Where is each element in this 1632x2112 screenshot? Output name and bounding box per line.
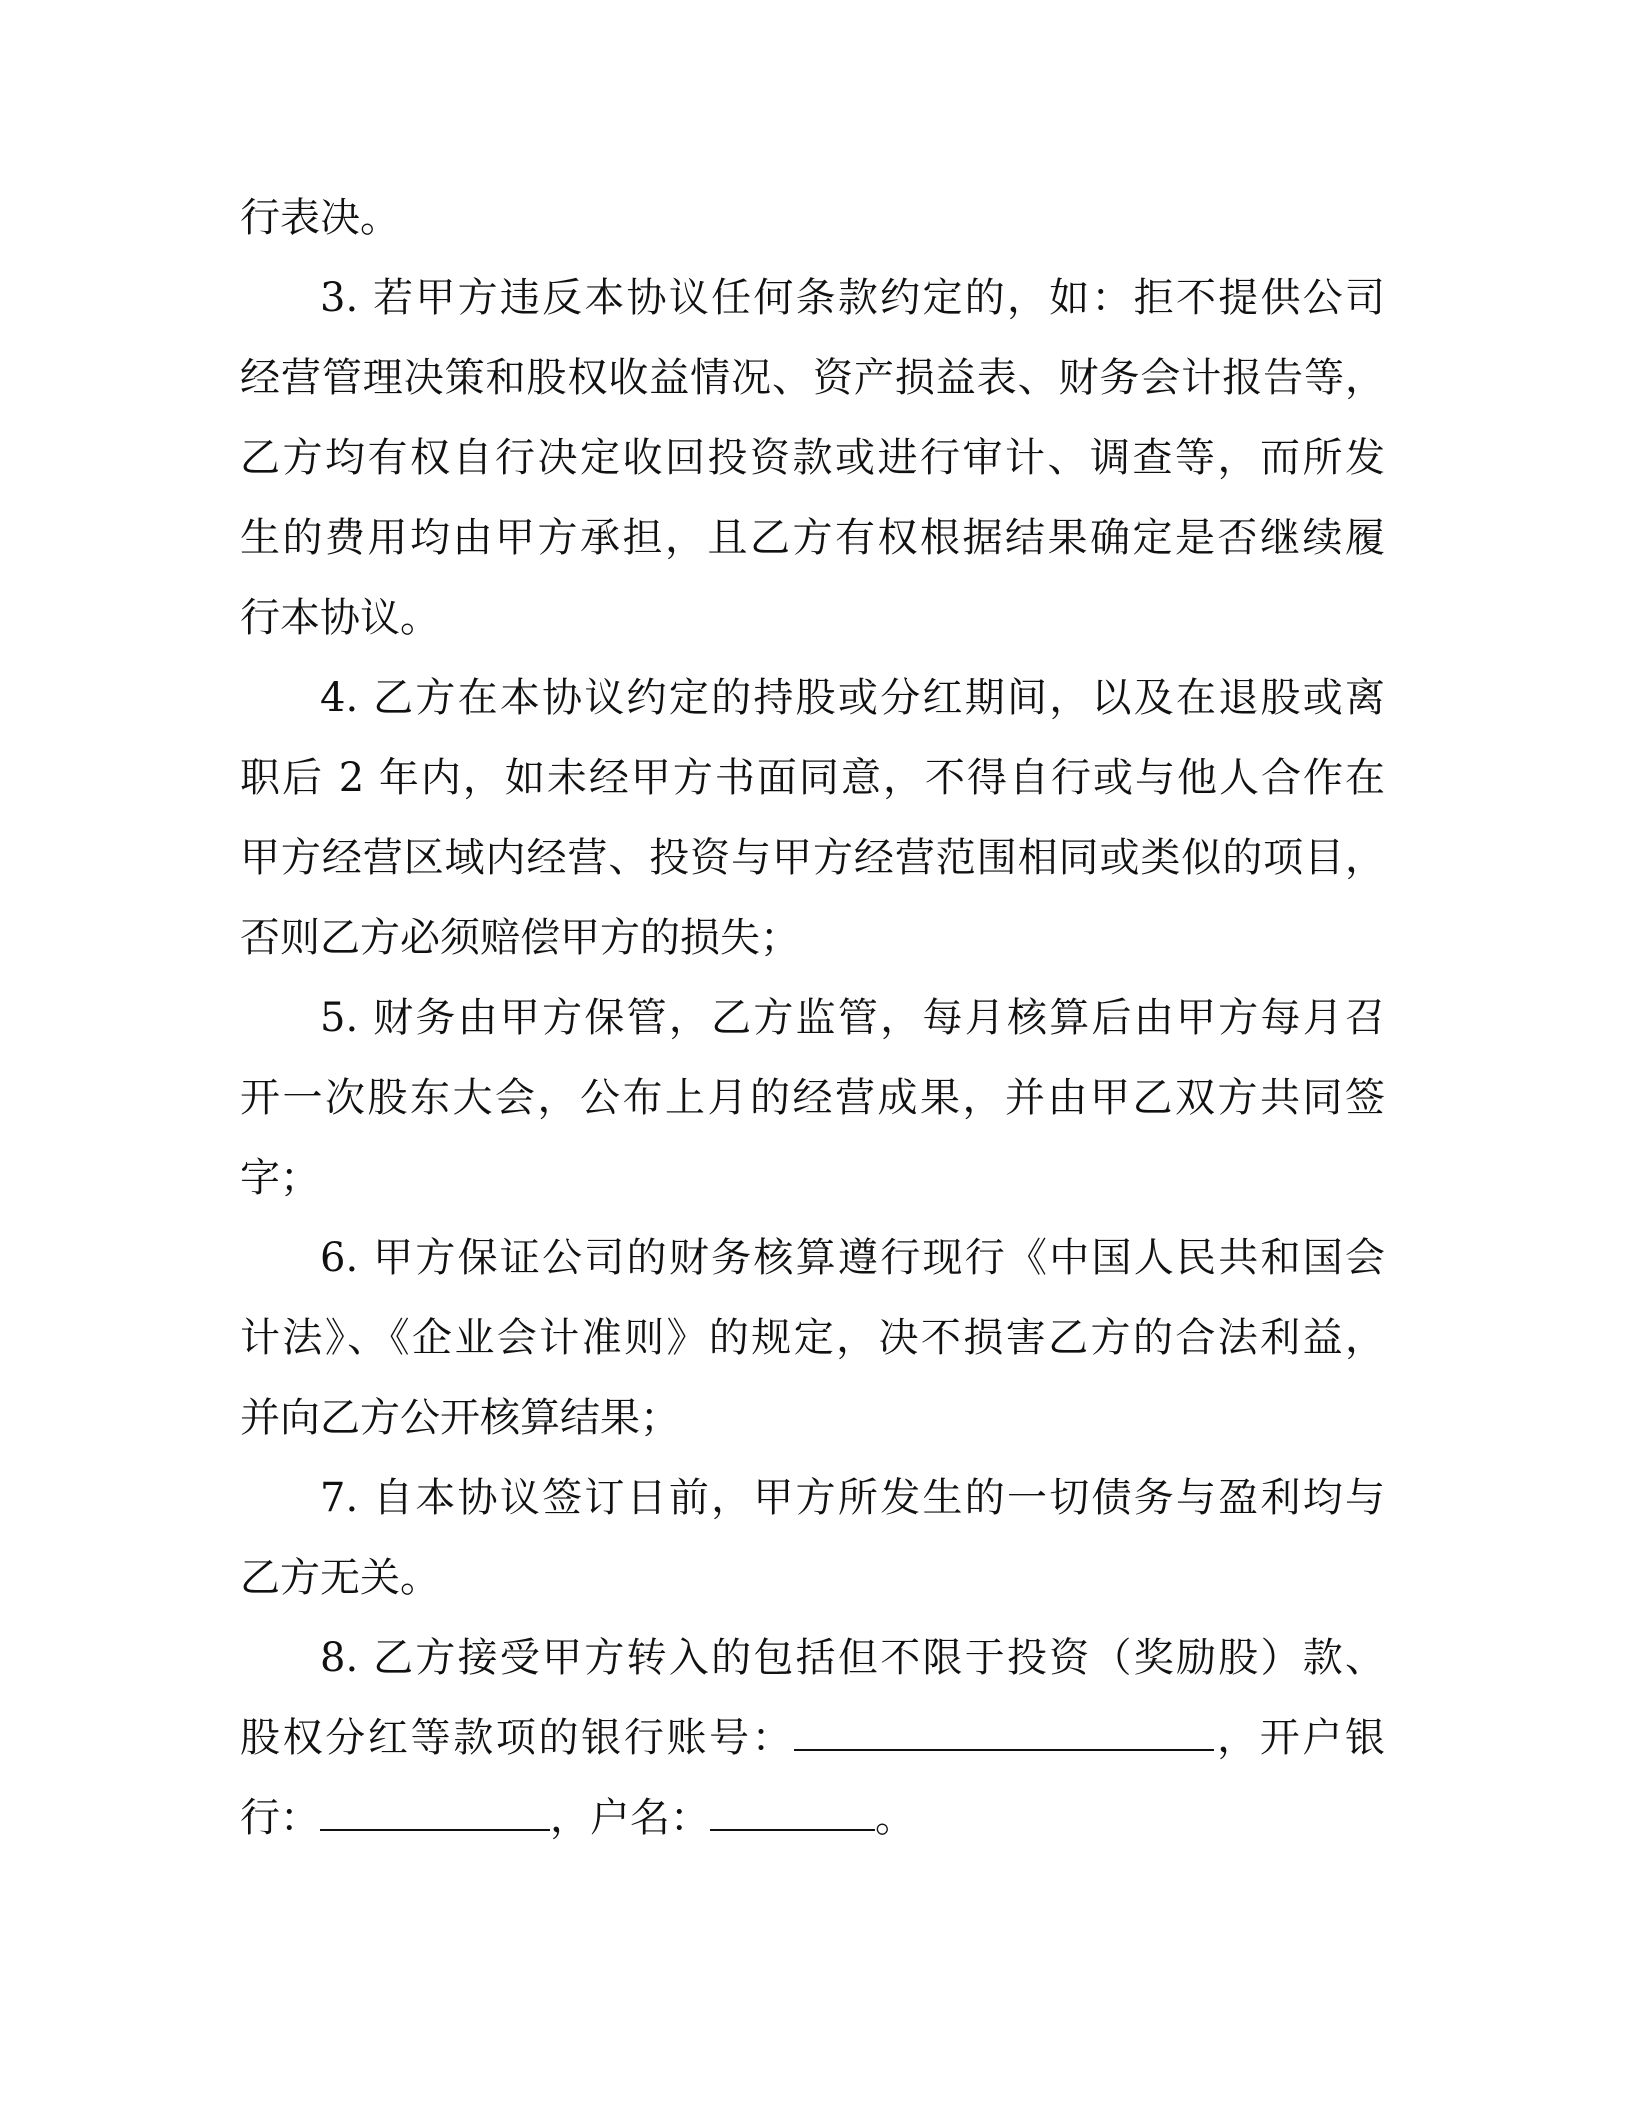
clause-3-line: 乙方均有权自行决定收回投资款或进行审计、调查等，而所发 [240,435,1385,481]
clause-4-line: 4. 乙方在本协议约定的持股或分红期间，以及在退股或离 [320,675,1385,721]
clause-5-line: 开一次股东大会，公布上月的经营成果，并由甲乙双方共同签 [240,1075,1385,1121]
clause-4-line: 甲方经营区域内经营、投资与甲方经营范围相同或类似的项目， [240,835,1385,881]
clause-8-bank-line [240,1778,1385,1858]
bank-name-blank[interactable] [320,1795,550,1831]
clause-6-line: 并向乙方公开核算结果； [240,1395,680,1441]
clause-3-line: 生的费用均由甲方承担，且乙方有权根据结果确定是否继续履 [240,515,1385,561]
text-line: 行表决。 [240,195,400,241]
account-holder-blank[interactable] [710,1795,875,1831]
clause-3-line: 行本协议。 [240,595,440,641]
end-punctuation: 。 [875,1795,915,1841]
clause-4-line: 职后 2 年内，如未经甲方书面同意，不得自行或与他人合作在 [240,755,1385,801]
clause-3-line: 3. 若甲方违反本协议任何条款约定的，如：拒不提供公司 [320,275,1385,321]
holder-label: ，户名： [550,1795,710,1841]
clause-6-line: 6. 甲方保证公司的财务核算遵行现行《中国人民共和国会 [320,1235,1385,1281]
account-label: 股权分红等款项的银行账号： [240,1715,795,1761]
clause-7-line: 乙方无关。 [240,1555,440,1601]
clause-4-line: 否则乙方必须赔偿甲方的损失； [240,915,800,961]
bank-label: ，开户银 [1214,1715,1386,1761]
account-number-blank[interactable] [794,1715,1214,1751]
clause-7-line: 7. 自本协议签订日前，甲方所发生的一切债务与盈利均与 [320,1475,1385,1521]
clause-8-account-line [240,1698,1385,1778]
clause-8-line: 8. 乙方接受甲方转入的包括但不限于投资（奖励股）款、 [320,1635,1385,1681]
clause-5-line: 字； [240,1155,320,1201]
clause-5-line: 5. 财务由甲方保管，乙方监管，每月核算后由甲方每月召 [320,995,1385,1041]
clause-3-line: 经营管理决策和股权收益情况、资产损益表、财务会计报告等， [240,355,1385,401]
bank-label-end: 行： [240,1795,320,1841]
clause-6-line: 计法》、《企业会计准则》的规定，决不损害乙方的合法利益， [240,1315,1385,1361]
document-page [240,178,1385,1858]
